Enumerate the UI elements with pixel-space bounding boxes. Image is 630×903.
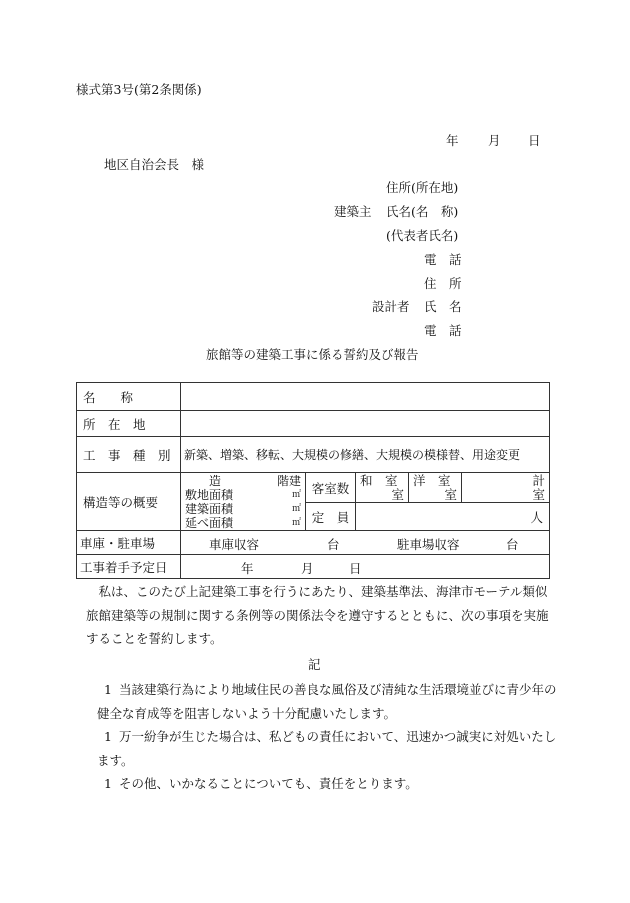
- form-table: [76, 382, 550, 579]
- structure-col: 造: [209, 473, 222, 488]
- applicant-name-label: 氏名(名 称): [386, 204, 459, 219]
- start-date-label: 工事着手予定日: [77, 555, 181, 579]
- site-area-label: 敷地面積: [185, 487, 234, 502]
- item1-text: 当該建築行為により地域住民の善良な風俗及び清純な生活環境並びに青少年の健全な育成等を阻害しないよう十分配慮いたします。: [97, 682, 557, 721]
- structure-label: 構造等の概要: [77, 473, 181, 531]
- ki-heading: 記: [308, 657, 321, 672]
- start-date-value-cell[interactable]: [181, 555, 550, 579]
- total-label: 計: [532, 472, 546, 488]
- document-title: 旅館等の建築工事に係る誓約及び報告: [206, 347, 419, 362]
- form-number: 様式第3号(第2条関係): [76, 82, 202, 97]
- total-room-unit: 室: [532, 486, 546, 502]
- row-start-date: [77, 555, 550, 579]
- date-year: 年: [446, 133, 459, 148]
- designer-phone: 電 話: [424, 323, 462, 338]
- row-work-type: [77, 437, 550, 473]
- structure-cell[interactable]: [181, 473, 306, 531]
- japanese-room-label: 和 室: [360, 472, 398, 488]
- start-month: 月: [301, 561, 314, 576]
- row-location: [77, 411, 550, 437]
- item3-bullet: 1: [104, 776, 112, 791]
- site-area-unit: ㎡: [291, 489, 301, 500]
- row-name: [77, 383, 550, 411]
- japanese-room-cell[interactable]: [356, 473, 409, 503]
- capacity-label: 定 員: [306, 503, 356, 531]
- floor-area-label: 延べ面積: [185, 515, 234, 530]
- start-day: 日: [349, 561, 362, 576]
- japanese-room-unit: 室: [391, 486, 404, 502]
- item2-text: 万一紛争が生じた場合は、私どもの責任において、迅速かつ誠実に対処いたします。: [97, 729, 557, 768]
- applicant-phone: 電 話: [424, 252, 462, 267]
- name-label: 名 称: [83, 389, 134, 405]
- floors-col: 階建: [276, 473, 301, 488]
- location-label: 所 在 地: [83, 416, 146, 432]
- building-area-label: 建築面積: [185, 501, 234, 516]
- designer-role: 設計者: [372, 299, 410, 314]
- work-type-value: 新築、増築、移転、大規模の修繕、大規模の模様替、用途変更: [181, 437, 550, 473]
- parking-label: 車庫・駐車場: [77, 531, 181, 555]
- location-value-cell[interactable]: [181, 411, 550, 437]
- start-year: 年: [241, 561, 254, 576]
- building-area-unit: ㎡: [291, 503, 301, 514]
- applicant-representative: (代表者氏名): [386, 228, 459, 243]
- garage-unit: 台: [327, 537, 340, 552]
- rooms-label: 客室数: [306, 473, 356, 503]
- parking-value-cell[interactable]: [181, 531, 550, 555]
- capacity-value[interactable]: 人: [356, 503, 550, 531]
- addressee: 地区自治会長 様: [104, 157, 205, 172]
- designer-name: 氏 名: [424, 299, 462, 314]
- work-type-label: 工 事 種 別: [77, 437, 181, 473]
- parking-capacity-label: 駐車場収容: [397, 537, 460, 552]
- western-room-cell[interactable]: [409, 473, 462, 503]
- applicant-address-label: 住所(所在地): [386, 180, 459, 195]
- parking-unit: 台: [506, 537, 519, 552]
- date-day: 日: [528, 133, 541, 148]
- name-value-cell[interactable]: [181, 383, 550, 411]
- pledge-text: 私は、このたび上記建築工事を行うにあたり、建築基準法、海津市モーテル類似旅館建築等の規制に関する条例等の関係法令を遵守するとともに、次の事項を実施することを誓約します。: [86, 584, 549, 646]
- applicant-role: 建築主: [334, 204, 372, 219]
- floor-area-unit: ㎡: [291, 517, 301, 528]
- western-room-label: 洋 室: [413, 472, 451, 488]
- item1-bullet: 1: [104, 682, 112, 697]
- item3-text: その他、いかなることについても、責任をとります。: [119, 776, 418, 791]
- row-parking: [77, 531, 550, 555]
- row-structure-1: [77, 473, 550, 503]
- garage-capacity-label: 車庫収容: [209, 537, 260, 552]
- total-room-cell[interactable]: [462, 473, 550, 503]
- item2-bullet: 1: [104, 729, 112, 744]
- date-month: 月: [488, 133, 501, 148]
- designer-address: 住 所: [424, 276, 462, 291]
- western-room-unit: 室: [444, 486, 457, 502]
